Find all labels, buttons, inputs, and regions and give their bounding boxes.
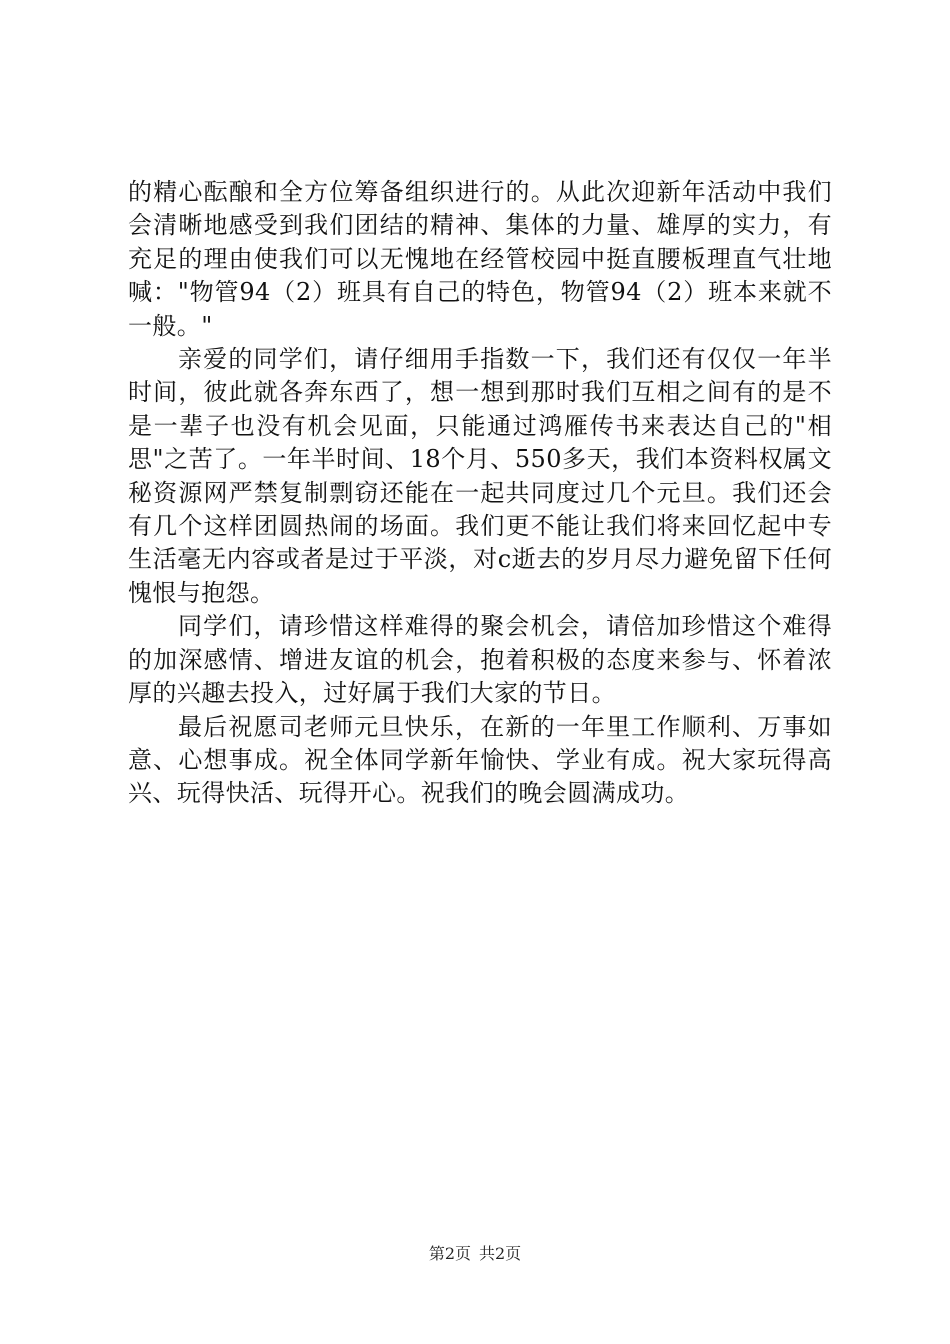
text-line: 们会清晰地感受到我们团结的精神、集体的力量、雄厚的实力， [128, 178, 832, 240]
paragraph-classmates [128, 343, 832, 610]
text-line: 壮地喊："物管94（2）班具有自己的特色，物管94（2）班本 [128, 244, 832, 307]
text-line: 来就不一般。" [128, 278, 832, 340]
text-line: 着浓厚的兴趣去投入，过好属于我们大家的节日。 [128, 645, 832, 708]
page-footer [0, 1244, 950, 1264]
page-total: 共2页 [479, 1244, 522, 1263]
paragraph-continuation [128, 176, 832, 343]
text-line: 的精心酝酿和全方位筹备组织进行的。从此次迎新年活动中我 [128, 178, 808, 206]
text-line: 回忆起中专生活毫无内容或者是过于平淡，对c逝去的岁月尽 [128, 512, 833, 574]
text-line: 如意、心想事成。祝全体同学新年愉快、学业有成。祝大家玩 [128, 712, 832, 774]
text-line: 有充足的理由使我们可以无愧地在经管校园中挺直腰板理直气 [128, 211, 832, 273]
paragraph-cherish [128, 610, 832, 710]
document-body [128, 176, 832, 811]
text-line: 亲爱的同学们，请仔细用手指数一下，我们还有仅仅一年 [178, 345, 808, 374]
text-line: 得的加深感情、增进友谊的机会，抱着积极的态度来参与、怀 [128, 612, 832, 674]
text-line: 的"相思"之苦了。一年半时间、18个月、550多天，我们本资 [128, 411, 832, 474]
page-number: 第2页 [428, 1244, 471, 1263]
text-line: 料权属文秘资源网严禁复制剽窃还能在一起共同度过几个元旦。 [128, 445, 832, 507]
text-line: 最后祝愿司老师元旦快乐，在新的一年里工作顺利、万事 [178, 712, 808, 741]
text-line: 得高兴、玩得快活、玩得开心。祝我们的晚会圆满成功。 [128, 745, 832, 808]
text-line: 半时间，彼此就各奔东西了，想一想到那时我们互相之间有的 [128, 345, 832, 407]
text-line: 同学们，请珍惜这样难得的聚会机会，请倍加珍惜这个难 [178, 612, 808, 641]
text-line: 是不是一辈子也没有机会见面，只能通过鸿雁传书来表达自己 [128, 378, 832, 440]
paragraph-wishes [128, 711, 832, 811]
text-line: 我们还会有几个这样团圆热闹的场面。我们更不能让我们将来 [128, 478, 832, 541]
text-line: 力避免留下任何愧恨与抱怨。 [128, 545, 832, 607]
